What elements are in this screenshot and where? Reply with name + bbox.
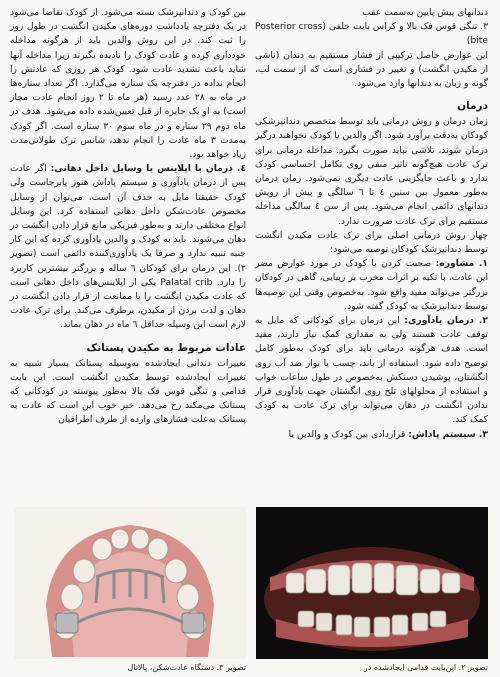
- section-heading-pacifier: عادات مربوط به مکیدن پستانک: [86, 341, 246, 354]
- open-bite-photo: [256, 507, 488, 659]
- paragraph: چهار روش درمانی اصلی برای ترک عادت مکیدن انگشت توسط دندانپزشک کودکان توصیه می‌شود:: [255, 229, 488, 256]
- list-item: [255, 428, 488, 442]
- paragraph: زمان درمان و روش درمانی باید توسط متخصص دندانپزشکی کودکان به‌دقت برآورد شود. اگر والدین یا کودک نخواهند درگیر درمان شوند، تلاشی نباید صورت بگیرد. مداخله درمانی برای ترک عادت هیچ‌گونه تاثیر منفی روی تکامل احساسی کودک ندارد و باعث جایگزینی عادت دیگری نمی‌شود. زمان درمان به‌طور معمول بین سنین ٤ تا ٦ سالگی و پیش از رویش دندانهای دائمی انجام می‌شود. پس از سن ٤ سالگی مداخله مستقیم برای ترک عادت ضرورت ندارد.: [255, 116, 489, 227]
- figure-open-bite: [256, 507, 488, 677]
- figure-palatal-crib: [14, 507, 246, 677]
- list-item-title: ۳. سیستم پاداش:: [408, 428, 488, 440]
- paragraph: تغییرات دندانی ایجادشده به‌وسیله پستانک بسیار شبیه به تغییرات ایجادشده توسط مکیدن انگشت است. این بایت قدامی و تنگی قوس فک بالا به‌طور پیوسته در کودکانی که پستانک می‌مکند رخ می‌دهد. خبر خوب این است که عادت به پستانک به‌علت فشارهای وارده از طرف اطرافیان: [10, 357, 246, 426]
- list-item-title: ۲. درمان یادآوری:: [404, 315, 488, 327]
- palatal-crib-photo: [14, 507, 246, 659]
- paragraph: بین کودک و دندانپزشک بسته می‌شود. از کودک تقاضا می‌شود در یک دفترچه یادداشت دوره‌های مکیدن انگشت در طول روز را ثبت کند. در این روش والدین باید از هرگونه مداخله خودداری کرده و عادت کودک را نادیده بگیرند زیرا مداخله آنها شاید باعث تشدید عادت شود. کودک هر روزی که عادتش را انجام نداده در دفترچه یک ستاره می‌گذارد. اگر تعداد ستاره‌ها در ماه به ۲۸ عدد رسید (هر ماه تا ۲ روز انجام عادت مجاز است) به او یک جایزه از قبل تعیین‌شده داده می‌شود. هدف در ماه دوم ۲۹ ستاره و در ماه سوم ۳۰ ستاره است. اگر کودک به‌مدت ۳ ماه عادت را انجام ندهد، شانس ترک طولانی‌مدت زیاد خواهد بود.: [10, 7, 247, 161]
- list-item-body: قراردادی بین کودک و والدین یا: [288, 428, 406, 440]
- list-item: [255, 314, 488, 428]
- list-item-body: این درمان برای کودکانی که مایل به توقف عادت هستند ولی به مقداری کمک نیاز دارند، مفید است. هدف هرگونه درمانی باید برای کودک به‌طور کامل توضیح داده شود. استفاده از باند، چسب یا نوار ضد آب روی انگشتان، پوشیدن دستکش به‌خصوص در طول ساعات خواب و استفاده از محلولهای تلخ روی انگشتان جهت یادآوری قرار ندادن انگشت در دهان می‌تواند برای ترک عادت به کودک کمک کند.: [255, 315, 488, 426]
- right-column: [255, 6, 488, 442]
- paragraph: دندانهای پیش پایین به‌سمت عقب: [362, 7, 488, 18]
- list-item: [10, 162, 246, 332]
- section-heading-treatment: درمان: [457, 100, 488, 113]
- list-item-title: ۱. مشاوره:: [435, 258, 488, 270]
- figure-caption: تصویر ۳. دستگاه عادت‌شکن، پالاتال: [127, 663, 246, 672]
- paragraph: این عوارض حاصل ترکیبی از فشار مستقیم به دندان (ناشی از مکیدن انگشت) و تغییر در فشاری است که از سمت لب، گونه و زبان به دندانها وارد می‌شود.: [255, 49, 488, 90]
- list-item-body: صحبت کردن با کودک در مورد عوارض مضر این عادت، با تکیه بر اثرات مخرب بر زیبایی، گاهی در کودکان بزرگتر می‌تواند مفید واقع شود. به‌خصوص وقتی این توصیه‌ها توسط دندانپزشک به کودک گفته شود.: [255, 258, 488, 312]
- left-column: [10, 6, 246, 428]
- list-item-title: ٤. درمان با اپلاینس یا وسایل داخل دهانی:: [50, 163, 246, 175]
- paragraph: ۳. تنگی قوس فک بالا و کراس بایت خلفی (Posterior cross bite): [255, 21, 488, 47]
- list-item-body: اگر عادت پس از درمان یادآوری و سیستم پاداش هنوز پابرجاست ولی کودک حقیقتا مایل به حذف آن است، می‌توان از وسایل مخصوص عادت‌شکن داخل دهانی استفاده کرد. این وسایل انواع مختلفی دارند و به‌طور فیزیکی مانع قرار دادن انگشت در دهان می‌شوند. باید به کودک و والدین یادآوری کرده که این کار جنبه تنبیه ندارد و صرفا یک یادآوری‌کننده دائمی است (تصویر ۲). این درمان برای کودکان ٦ ساله و بزرگتر بیشترین کاربرد را دارد. Palatal crib یکی از اپلاینس‌های داخل دهانی است که عادت مکیدن انگشت را با ممانعت از قرار دادن انگشت در دهان و لذت بردن از مکیدن، برطرف می‌کند. برای ترک عادت لازم است این وسیله حداقل ٦ ماه در دهان بماند.: [10, 163, 246, 331]
- figure-caption: تصویر ۲. اپن‌بایت قدامی ایجادشده در: [363, 663, 488, 672]
- list-item: [255, 257, 488, 314]
